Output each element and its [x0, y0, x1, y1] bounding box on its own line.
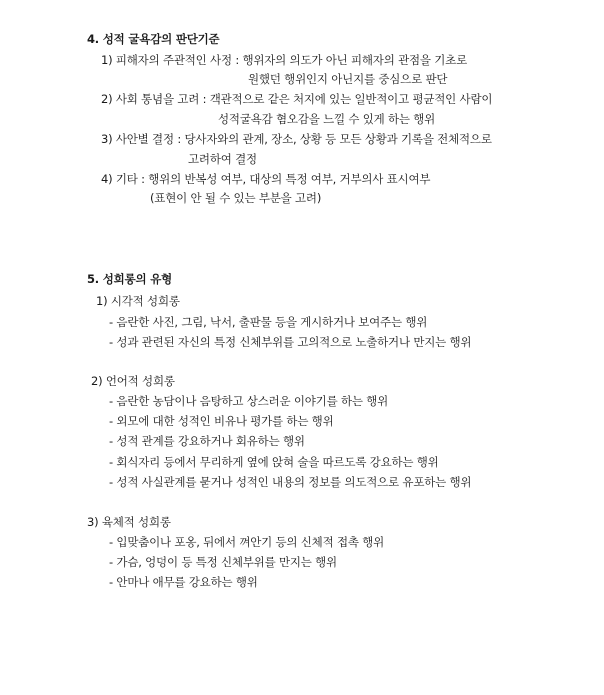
type-2-item-4: - 회식자리 등에서 무리하게 옆에 앉혀 술을 따르도록 강요하는 행위	[109, 455, 439, 469]
type-2-item-2: - 외모에 대한 성적인 비유나 평가를 하는 행위	[109, 414, 334, 428]
criterion-4-line-2: (표현이 안 될 수 있는 부분을 고려)	[150, 191, 322, 205]
type-2-item-5: - 성적 사실관계를 묻거나 성적인 내용의 정보를 의도적으로 유포하는 행위	[109, 475, 472, 489]
criterion-1-line-1: 1) 피해자의 주관적인 사정 : 행위자의 의도가 아닌 피해자의 관점을 기초로	[101, 53, 467, 67]
type-1-item-2: - 성과 관련된 자신의 특정 신체부위를 고의적으로 노출하거나 만지는 행위	[109, 335, 472, 349]
type-3-item-3: - 안마나 애무를 강요하는 행위	[109, 575, 258, 589]
criterion-2-line-2: 성적굴욕감 혐오감을 느낄 수 있게 하는 행위	[218, 112, 436, 126]
type-1-item-1: - 음란한 사진, 그림, 낙서, 출판물 등을 게시하거나 보여주는 행위	[109, 315, 428, 329]
type-1-title: 1) 시각적 성희롱	[96, 294, 180, 308]
section-4-title: 4. 성적 굴욕감의 판단기준	[87, 32, 220, 46]
criterion-3-line-1: 3) 사안별 결정 : 당사자와의 관계, 장소, 상황 등 모든 상황과 기록을 전체적으로	[101, 132, 492, 146]
type-2-item-3: - 성적 관계를 강요하거나 회유하는 행위	[109, 434, 305, 448]
type-3-title: 3) 육체적 성희롱	[87, 515, 171, 529]
criterion-3-line-2: 고려하여 결정	[188, 152, 257, 166]
section-5-title: 5. 성희롱의 유형	[87, 272, 173, 286]
type-2-title: 2) 언어적 성희롱	[91, 374, 175, 388]
type-2-item-1: - 음란한 농담이나 음탕하고 상스러운 이야기를 하는 행위	[109, 394, 389, 408]
type-3-item-2: - 가슴, 엉덩이 등 특정 신체부위를 만지는 행위	[109, 555, 337, 569]
criterion-4-line-1: 4) 기타 : 행위의 반복성 여부, 대상의 특정 여부, 거부의사 표시여부	[101, 172, 431, 186]
criterion-1-line-2: 원했던 행위인지 아닌지를 중심으로 판단	[248, 72, 448, 86]
type-3-item-1: - 입맞춤이나 포옹, 뒤에서 껴안기 등의 신체적 접촉 행위	[109, 535, 385, 549]
criterion-2-line-1: 2) 사회 통념을 고려 : 객관적으로 같은 처지에 있는 일반적이고 평균적인 사람이	[101, 92, 493, 106]
